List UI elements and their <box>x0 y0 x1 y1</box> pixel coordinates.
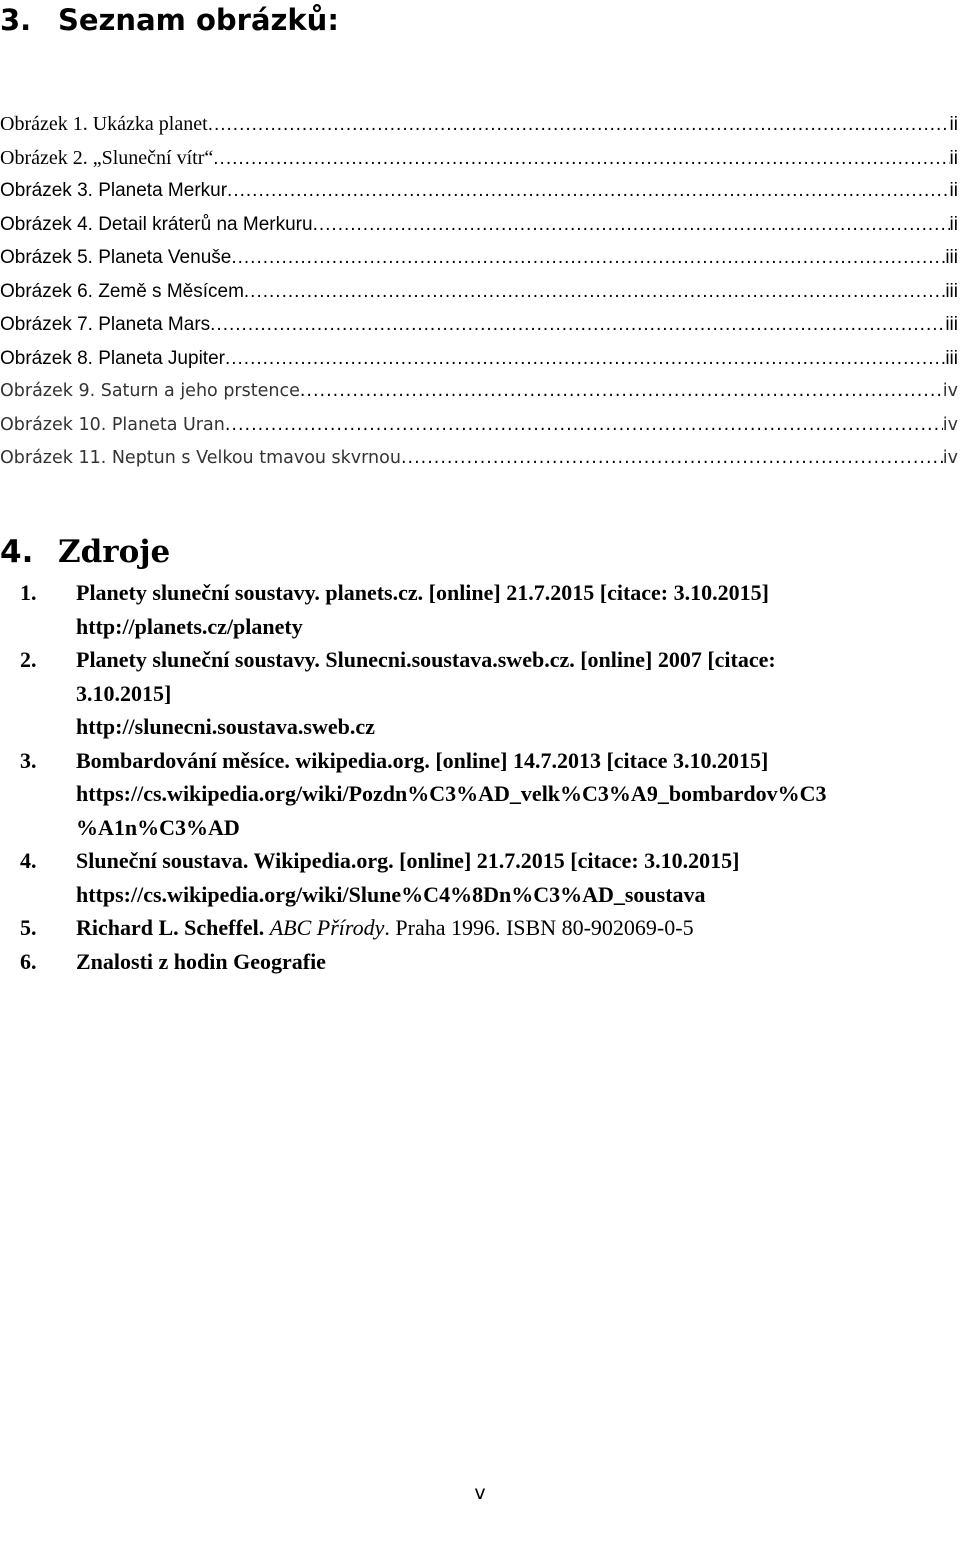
source-number: 4. <box>20 848 37 873</box>
toc-entry[interactable] <box>0 247 960 281</box>
dot-leader <box>227 180 950 202</box>
source-number: 3. <box>20 747 37 773</box>
source-author: Richard L. Scheffel. <box>76 915 265 940</box>
toc-entry-page: iii <box>945 280 958 302</box>
source-text-line: %A1n%C3%AD <box>76 814 240 840</box>
source-number: 5. <box>20 915 37 940</box>
toc-entry-page: iv <box>942 448 958 468</box>
source-text-line: Planety sluneční soustavy. Slunecni.soustava.sweb.cz. [online] 2007 [citace: <box>76 647 776 672</box>
toc-entry-label: Obrázek 10. Planeta Uran <box>0 414 225 435</box>
source-text-line: https://cs.wikipedia.org/wiki/Slune%C4%8Dn%C3%AD_soustava <box>76 881 706 907</box>
source-number: 1. <box>20 580 37 605</box>
dot-leader <box>244 281 945 303</box>
toc-entry[interactable] <box>0 180 960 214</box>
sources-heading <box>0 530 170 574</box>
source-number: 6. <box>20 948 37 974</box>
source-text-line: Planety sluneční soustavy. planets.cz. [online] 21.7.2015 [citace: 3.10.2015] <box>76 580 769 605</box>
source-text-line <box>76 911 960 945</box>
source-item <box>0 844 960 911</box>
source-title: ABC Přírody <box>269 915 385 940</box>
source-item <box>0 945 960 979</box>
toc-entry[interactable] <box>0 381 960 415</box>
toc-entry-page: iii <box>945 347 958 369</box>
dot-leader <box>225 348 945 370</box>
source-item <box>0 576 960 643</box>
toc-entry[interactable] <box>0 448 960 482</box>
toc-entry-label: Obrázek 1. Ukázka planet <box>0 113 208 135</box>
source-item <box>0 643 960 744</box>
dot-leader <box>401 448 943 468</box>
toc-entry-label: Obrázek 4. Detail kráterů na Merkuru <box>0 213 313 235</box>
source-number: 2. <box>20 647 37 672</box>
toc-entry[interactable] <box>0 314 960 348</box>
dot-leader <box>313 214 950 236</box>
toc-entry-label: Obrázek 2. „Sluneční vítr“ <box>0 146 214 169</box>
toc-entry-label: Obrázek 8. Planeta Jupiter <box>0 347 225 369</box>
dot-leader <box>300 381 943 401</box>
toc-entry-page: ii <box>949 114 958 135</box>
source-publication: . Praha 1996. ISBN 80-902069-0-5 <box>384 915 694 940</box>
heading-title: Zdroje <box>58 534 171 570</box>
heading-number: 4. <box>0 534 34 570</box>
source-text-line: http://slunecni.soustava.sweb.cz <box>76 714 375 739</box>
source-item <box>0 911 960 945</box>
toc-entry-label: Obrázek 6. Země s Měsícem <box>0 280 244 302</box>
toc-entry-page: iv <box>942 381 958 401</box>
toc-entry[interactable] <box>0 214 960 248</box>
source-text-line: Bombardování měsíce. wikipedia.org. [online] 14.7.2013 [citace 3.10.2015] <box>76 747 769 773</box>
dot-leader <box>231 247 945 269</box>
toc-entry-page: iii <box>945 314 958 335</box>
heading-title: Seznam obrázků: <box>58 3 339 37</box>
dot-leader <box>213 148 949 170</box>
toc-entry-label: Obrázek 9. Saturn a jeho prstence <box>0 381 300 401</box>
toc-entry-label: Obrázek 3. Planeta Merkur <box>0 180 228 201</box>
toc-entry[interactable] <box>0 281 960 315</box>
dot-leader <box>208 114 950 136</box>
dot-leader <box>225 415 943 435</box>
toc-entry-page: ii <box>949 180 958 201</box>
sources-list <box>0 576 960 978</box>
source-text-line: Znalosti z hodin Geografie <box>76 948 326 974</box>
toc-entry-label: Obrázek 7. Planeta Mars <box>0 314 211 335</box>
toc-entry[interactable] <box>0 147 960 181</box>
toc-entry[interactable] <box>0 113 960 147</box>
source-text-line: 3.10.2015] <box>76 680 172 706</box>
toc-entry-label: Obrázek 11. Neptun s Velkou tmavou skvrnou <box>0 448 401 468</box>
source-text-line: Sluneční soustava. Wikipedia.org. [online] 21.7.2015 [citace: 3.10.2015] <box>76 848 740 873</box>
list-of-figures <box>0 113 960 482</box>
list-of-figures-heading <box>0 0 339 40</box>
source-item <box>0 744 960 845</box>
dot-leader <box>210 314 945 336</box>
toc-entry-page: iv <box>942 414 958 435</box>
toc-entry-page: ii <box>949 213 958 235</box>
toc-entry-page: ii <box>949 147 958 169</box>
source-text-line: https://cs.wikipedia.org/wiki/Pozdn%C3%AD_velk%C3%A9_bombardov%C3 <box>76 781 827 806</box>
page-number: v <box>474 1482 486 1504</box>
source-text-line: http://planets.cz/planety <box>76 613 303 639</box>
toc-entry-label: Obrázek 5. Planeta Venuše <box>0 247 232 268</box>
heading-number: 3. <box>0 3 32 37</box>
toc-entry[interactable] <box>0 348 960 382</box>
toc-entry-page: iii <box>945 247 958 268</box>
toc-entry[interactable] <box>0 415 960 449</box>
